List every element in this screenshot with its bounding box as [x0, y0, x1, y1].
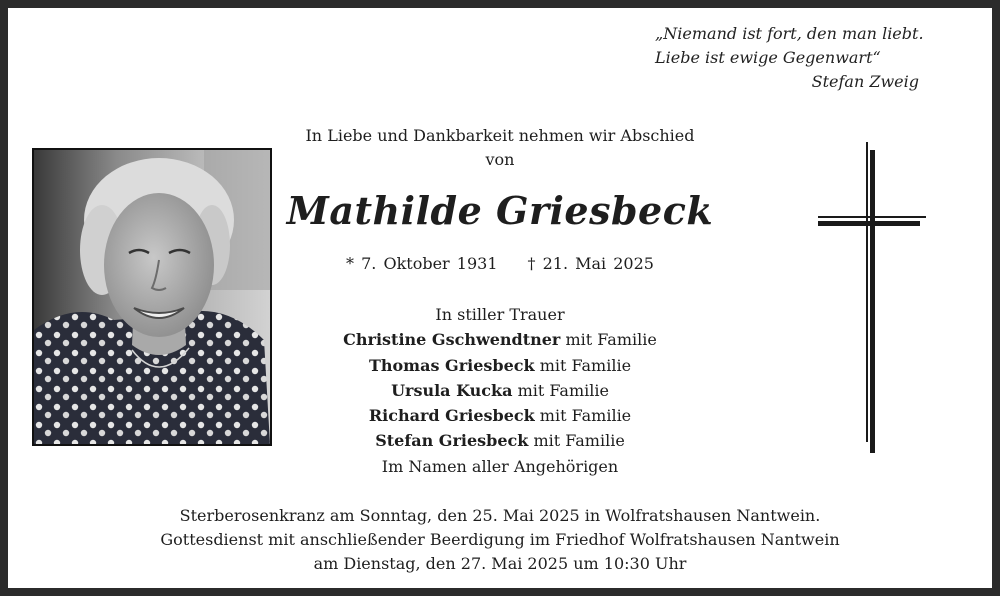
service-details	[108, 504, 892, 576]
birth-date: * 7. Oktober 1931	[346, 254, 498, 273]
intro-line: von	[485, 150, 515, 169]
mourner-name: Stefan Griesbeck	[375, 431, 529, 451]
mourner-suffix: mit Familie	[539, 406, 632, 426]
mourner-name: Ursula Kucka	[391, 380, 513, 400]
cross-icon	[818, 142, 928, 457]
quote-author: Stefan Zweig	[811, 72, 919, 91]
mourner-entry	[200, 403, 800, 428]
mourner-name: Richard Griesbeck	[368, 406, 535, 426]
obituary-notice	[8, 8, 992, 588]
mourners-list	[200, 302, 800, 479]
intro-line: In Liebe und Dankbarkeit nehmen wir Abschied	[305, 126, 695, 145]
service-line: Sterberosenkranz am Sonntag, den 25. Mai 2025 in Wolfratshausen Nantwein.	[179, 506, 821, 525]
quote-line: „Niemand ist fort, den man liebt.	[655, 24, 924, 43]
mourning-heading: In stiller Trauer	[435, 305, 565, 324]
service-line: am Dienstag, den 27. Mai 2025 um 10:30 Uhr	[313, 554, 687, 573]
quote-line: Liebe ist ewige Gegenwart“	[655, 48, 881, 67]
mourner-entry	[200, 353, 800, 378]
mourner-entry	[200, 428, 800, 453]
mourner-entry	[200, 378, 800, 403]
mourner-name: Christine Gschwendtner	[343, 330, 561, 350]
mourner-suffix: mit Familie	[517, 380, 609, 400]
mourning-closing: Im Namen aller Angehörigen	[381, 456, 619, 476]
farewell-intro	[200, 124, 800, 172]
mourner-entry	[200, 327, 800, 352]
death-date: † 21. Mai 2025	[527, 254, 654, 273]
epigraph-quote	[655, 22, 925, 94]
mourner-suffix: mit Familie	[533, 431, 625, 451]
mourner-suffix: mit Familie	[565, 330, 657, 350]
mourner-suffix: mit Familie	[539, 355, 632, 375]
life-dates	[200, 252, 800, 276]
deceased-name: Mathilde Griesbeck	[286, 188, 714, 233]
mourner-name: Thomas Griesbeck	[368, 355, 535, 375]
service-line: Gottesdienst mit anschließender Beerdigung im Friedhof Wolfratshausen Nantwein	[160, 530, 840, 549]
